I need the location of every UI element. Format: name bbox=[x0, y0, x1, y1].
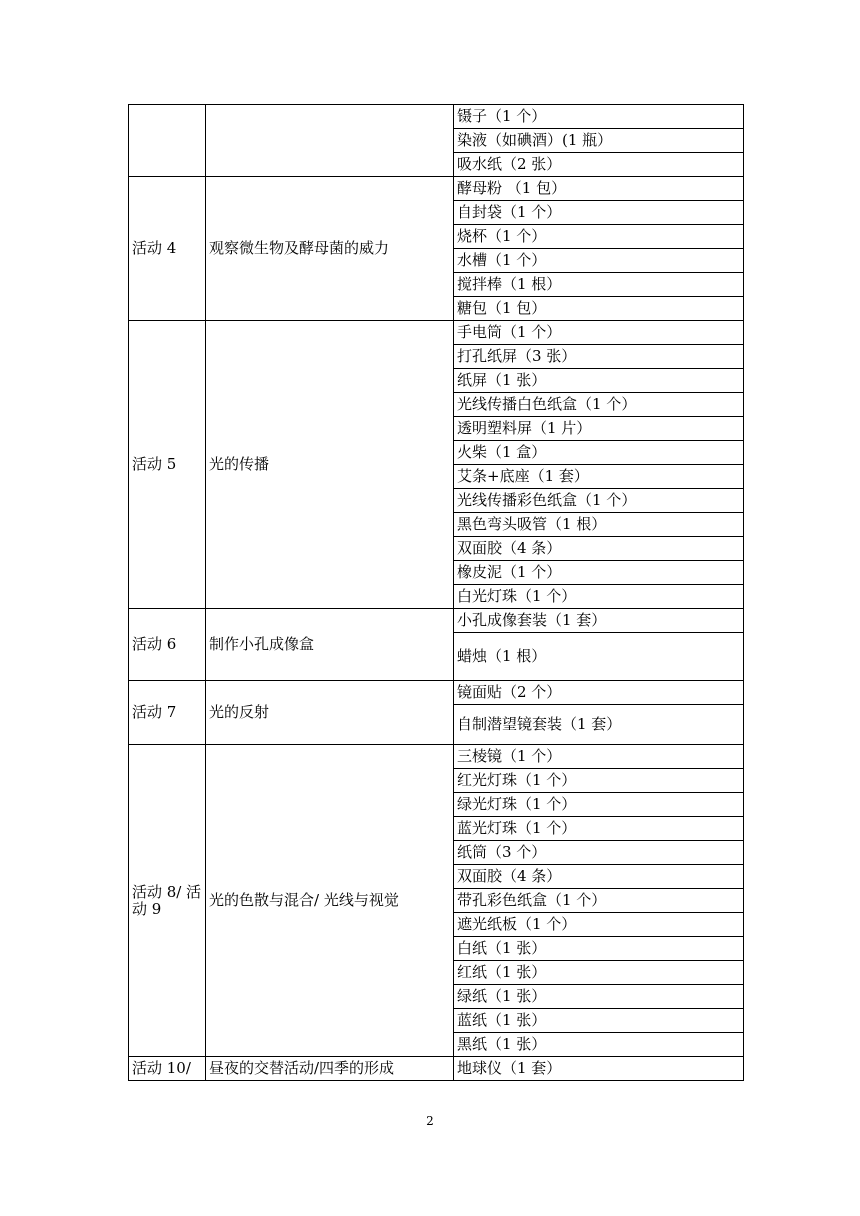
material-cell: 艾条+底座（1 套） bbox=[454, 465, 744, 489]
materials-table bbox=[128, 104, 744, 1081]
material-cell: 黑纸（1 张） bbox=[454, 1033, 744, 1057]
material-cell: 遮光纸板（1 个） bbox=[454, 913, 744, 937]
material-cell: 自封袋（1 个） bbox=[454, 201, 744, 225]
material-cell: 黑色弯头吸管（1 根） bbox=[454, 513, 744, 537]
topic-cell bbox=[206, 105, 454, 177]
table-row bbox=[129, 105, 744, 129]
material-cell: 红纸（1 张） bbox=[454, 961, 744, 985]
material-cell: 光线传播彩色纸盒（1 个） bbox=[454, 489, 744, 513]
activity-cell: 活动 5 bbox=[129, 321, 206, 609]
topic-cell: 光的色散与混合/ 光线与视觉 bbox=[206, 745, 454, 1057]
material-cell: 自制潜望镜套装（1 套） bbox=[454, 705, 744, 745]
material-cell: 酵母粉 （1 包） bbox=[454, 177, 744, 201]
material-cell: 手电筒（1 个） bbox=[454, 321, 744, 345]
material-cell: 三棱镜（1 个） bbox=[454, 745, 744, 769]
material-cell: 糖包（1 包） bbox=[454, 297, 744, 321]
topic-cell: 光的传播 bbox=[206, 321, 454, 609]
material-cell: 橡皮泥（1 个） bbox=[454, 561, 744, 585]
activity-cell: 活动 4 bbox=[129, 177, 206, 321]
material-cell: 镜面贴（2 个） bbox=[454, 681, 744, 705]
table-row bbox=[129, 745, 744, 769]
material-cell: 白光灯珠（1 个） bbox=[454, 585, 744, 609]
activity-cell: 活动 8/ 活动 9 bbox=[129, 745, 206, 1057]
material-cell: 带孔彩色纸盒（1 个） bbox=[454, 889, 744, 913]
table-row bbox=[129, 1057, 744, 1081]
activity-cell bbox=[129, 105, 206, 177]
table-row bbox=[129, 609, 744, 633]
material-cell: 蜡烛（1 根） bbox=[454, 633, 744, 681]
material-cell: 绿纸（1 张） bbox=[454, 985, 744, 1009]
material-cell: 蓝纸（1 张） bbox=[454, 1009, 744, 1033]
material-cell: 吸水纸（2 张） bbox=[454, 153, 744, 177]
material-cell: 水槽（1 个） bbox=[454, 249, 744, 273]
material-cell: 光线传播白色纸盒（1 个） bbox=[454, 393, 744, 417]
material-cell: 双面胶（4 条） bbox=[454, 865, 744, 889]
table-row bbox=[129, 681, 744, 705]
materials-table-body bbox=[129, 105, 744, 1081]
table-row bbox=[129, 321, 744, 345]
material-cell: 染液（如碘酒）(1 瓶） bbox=[454, 129, 744, 153]
activity-cell: 活动 7 bbox=[129, 681, 206, 745]
topic-cell: 光的反射 bbox=[206, 681, 454, 745]
topic-cell: 制作小孔成像盒 bbox=[206, 609, 454, 681]
activity-cell: 活动 10/ bbox=[129, 1057, 206, 1081]
material-cell: 打孔纸屏（3 张） bbox=[454, 345, 744, 369]
material-cell: 纸筒（3 个） bbox=[454, 841, 744, 865]
activity-cell: 活动 6 bbox=[129, 609, 206, 681]
material-cell: 小孔成像套装（1 套） bbox=[454, 609, 744, 633]
material-cell: 白纸（1 张） bbox=[454, 937, 744, 961]
table-row bbox=[129, 177, 744, 201]
topic-cell: 观察微生物及酵母菌的威力 bbox=[206, 177, 454, 321]
material-cell: 红光灯珠（1 个） bbox=[454, 769, 744, 793]
page-number: 2 bbox=[426, 1114, 434, 1128]
material-cell: 绿光灯珠（1 个） bbox=[454, 793, 744, 817]
material-cell: 透明塑料屏（1 片） bbox=[454, 417, 744, 441]
material-cell: 蓝光灯珠（1 个） bbox=[454, 817, 744, 841]
material-cell: 搅拌棒（1 根） bbox=[454, 273, 744, 297]
material-cell: 镊子（1 个） bbox=[454, 105, 744, 129]
material-cell: 地球仪（1 套） bbox=[454, 1057, 744, 1081]
material-cell: 火柴（1 盒） bbox=[454, 441, 744, 465]
topic-cell: 昼夜的交替活动/四季的形成 bbox=[206, 1057, 454, 1081]
material-cell: 双面胶（4 条） bbox=[454, 537, 744, 561]
material-cell: 烧杯（1 个） bbox=[454, 225, 744, 249]
material-cell: 纸屏（1 张） bbox=[454, 369, 744, 393]
